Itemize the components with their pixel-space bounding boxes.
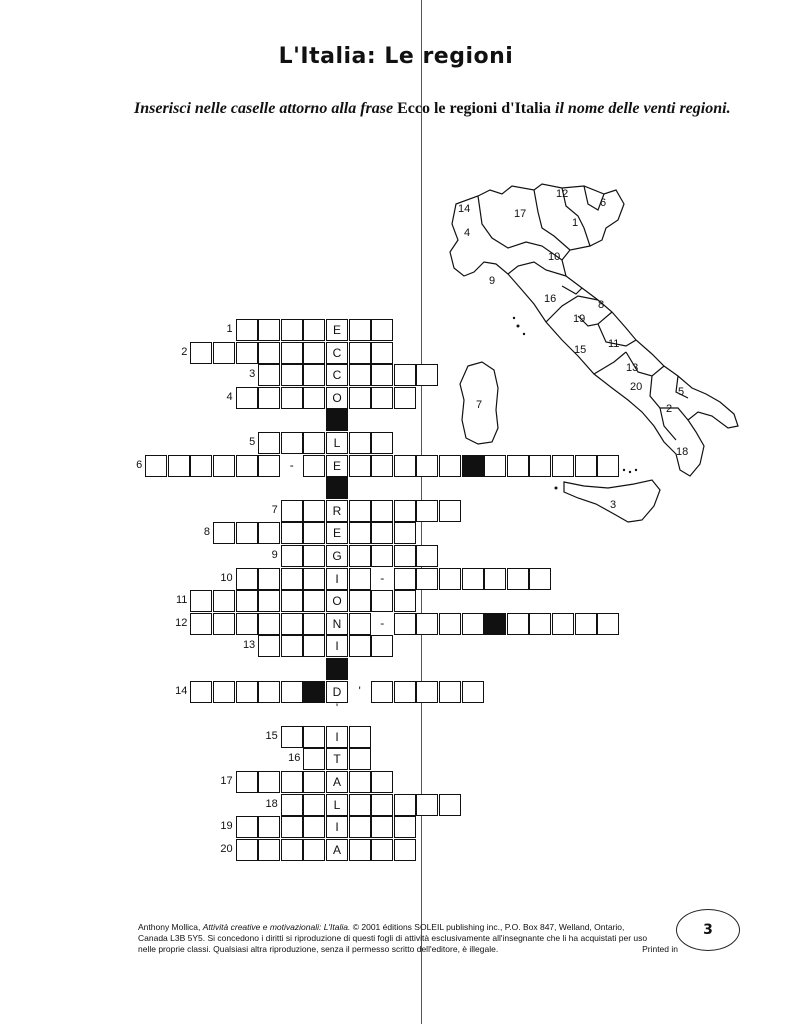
- crossword-cell[interactable]: [303, 794, 325, 816]
- crossword-cell[interactable]: [371, 522, 393, 544]
- crossword-cell[interactable]: [416, 568, 438, 590]
- crossword-cell[interactable]: [303, 568, 325, 590]
- crossword-cell[interactable]: [303, 613, 325, 635]
- crossword-spine-cell: T: [326, 748, 348, 770]
- crossword-clue-number: 7: [271, 503, 278, 516]
- crossword-cell[interactable]: [349, 319, 371, 341]
- crossword-cell[interactable]: [213, 455, 235, 477]
- crossword-cell[interactable]: [416, 613, 438, 635]
- crossword-cell[interactable]: [303, 635, 325, 657]
- crossword-spine-cell: O: [326, 590, 348, 612]
- crossword-cell[interactable]: [281, 816, 303, 838]
- crossword-cell[interactable]: [349, 342, 371, 364]
- crossword-cell[interactable]: [303, 364, 325, 386]
- crossword-cell[interactable]: [236, 522, 258, 544]
- footer-printed: Printed in: [642, 944, 678, 954]
- crossword-cell[interactable]: [462, 613, 484, 635]
- crossword-cell[interactable]: [439, 500, 461, 522]
- crossword-cell[interactable]: [236, 387, 258, 409]
- region-label-16: 16: [544, 293, 557, 305]
- footer-line3: nelle proprie classi. Qualsiasi altra riproduzione, senza il permesso scritto dell'editore, è illegale.: [138, 944, 499, 954]
- crossword-cell[interactable]: [439, 681, 461, 703]
- crossword-cell[interactable]: [484, 455, 506, 477]
- region-label-10: 10: [548, 251, 561, 263]
- crossword-cell[interactable]: [303, 522, 325, 544]
- crossword-cell[interactable]: [281, 726, 303, 748]
- crossword-spine-cell: O: [326, 387, 348, 409]
- crossword-cell[interactable]: [213, 590, 235, 612]
- crossword-spine-cell: G: [326, 545, 348, 567]
- crossword-cell[interactable]: [303, 590, 325, 612]
- crossword-cell[interactable]: [190, 613, 212, 635]
- crossword-cell[interactable]: [258, 455, 280, 477]
- crossword-cell[interactable]: [281, 839, 303, 861]
- crossword-cell[interactable]: [281, 613, 303, 635]
- instructions-part1: Inserisci nelle caselle attorno alla frase: [134, 100, 394, 117]
- region-label-11: 11: [608, 338, 620, 350]
- crossword-cell[interactable]: [394, 816, 416, 838]
- page-title: L'Italia: Le regioni: [278, 44, 514, 69]
- crossword-cell[interactable]: [281, 635, 303, 657]
- crossword-cell[interactable]: [303, 771, 325, 793]
- crossword-cell[interactable]: [349, 726, 371, 748]
- region-label-4: 4: [464, 227, 471, 239]
- crossword-cell[interactable]: [213, 613, 235, 635]
- crossword-cell[interactable]: [439, 794, 461, 816]
- crossword-clue-number: 15: [265, 729, 278, 742]
- crossword-cell[interactable]: [349, 748, 371, 770]
- crossword-cell[interactable]: [258, 522, 280, 544]
- crossword-cell[interactable]: [575, 613, 597, 635]
- crossword-cell[interactable]: [303, 455, 325, 477]
- crossword-clue-number: 11: [175, 594, 188, 607]
- region-label-9: 9: [489, 275, 496, 287]
- crossword-cell[interactable]: [258, 613, 280, 635]
- crossword-cell[interactable]: [416, 500, 438, 522]
- crossword-cell[interactable]: [416, 794, 438, 816]
- crossword-cell[interactable]: [371, 590, 393, 612]
- crossword-cell[interactable]: [281, 319, 303, 341]
- crossword-cell[interactable]: [416, 681, 438, 703]
- region-label-5: 5: [678, 386, 685, 398]
- region-label-8: 8: [598, 299, 605, 311]
- crossword-cell[interactable]: [281, 771, 303, 793]
- crossword-cell[interactable]: [462, 568, 484, 590]
- footer-line2: Canada L3B 5Y5. Si concedono i diritti si riproduzione di questi fogli di attività esclusivamente all'insegnante che li ha acquistati per uso: [138, 933, 648, 943]
- crossword-cell[interactable]: [303, 387, 325, 409]
- crossword-cell[interactable]: [213, 522, 235, 544]
- crossword-clue-number: 2: [181, 345, 188, 358]
- crossword-cell[interactable]: [168, 455, 190, 477]
- crossword-cell[interactable]: [236, 590, 258, 612]
- page-number-badge: 3: [676, 909, 740, 951]
- crossword-cell[interactable]: [349, 771, 371, 793]
- region-label-1: 1: [572, 217, 579, 229]
- crossword-cell[interactable]: [258, 342, 280, 364]
- crossword-spine-cell: A: [326, 771, 348, 793]
- crossword-cell[interactable]: [371, 545, 393, 567]
- crossword-cell[interactable]: [349, 364, 371, 386]
- crossword-cell[interactable]: [303, 816, 325, 838]
- crossword-clue-number: 12: [175, 616, 188, 629]
- region-label-20: 20: [630, 381, 643, 393]
- crossword-cell[interactable]: [439, 568, 461, 590]
- crossword-cell[interactable]: [394, 500, 416, 522]
- crossword-cell[interactable]: [349, 613, 371, 635]
- crossword-spine-cell: C: [326, 364, 348, 386]
- crossword-cell[interactable]: [462, 681, 484, 703]
- crossword-cell[interactable]: [190, 590, 212, 612]
- crossword-cell[interactable]: [281, 364, 303, 386]
- crossword-clue-number: 4: [226, 390, 233, 403]
- crossword-cell[interactable]: [258, 432, 280, 454]
- crossword-spine-cell: I: [326, 726, 348, 748]
- crossword-cell[interactable]: [371, 387, 393, 409]
- crossword-cell[interactable]: [281, 500, 303, 522]
- crossword-separator: ': [335, 701, 339, 716]
- crossword-clue-number: 19: [220, 820, 233, 833]
- crossword-cell[interactable]: [145, 455, 167, 477]
- crossword-spine-cell: E: [326, 455, 348, 477]
- region-label-14: 14: [458, 203, 471, 215]
- crossword-cell[interactable]: [349, 500, 371, 522]
- crossword-cell[interactable]: [371, 500, 393, 522]
- crossword-spine-cell: C: [326, 342, 348, 364]
- crossword-clue-number: 9: [271, 549, 278, 561]
- crossword-cell[interactable]: [281, 432, 303, 454]
- crossword-cell[interactable]: [529, 568, 551, 590]
- crossword-spine-cell: L: [326, 432, 348, 454]
- crossword-cell[interactable]: [394, 590, 416, 612]
- crossword-cell[interactable]: [394, 387, 416, 409]
- crossword-cell[interactable]: [394, 545, 416, 567]
- instructions-phrase: Ecco le regioni d'Italia: [397, 100, 552, 117]
- crossword-cell[interactable]: [371, 794, 393, 816]
- crossword-separator: -: [289, 457, 294, 472]
- crossword-cell[interactable]: [303, 319, 325, 341]
- crossword-spine-cell: A: [326, 839, 348, 861]
- region-label-2: 2: [666, 403, 673, 415]
- crossword-cell[interactable]: [349, 816, 371, 838]
- crossword-cell[interactable]: [258, 387, 280, 409]
- crossword-cell[interactable]: [303, 500, 325, 522]
- crossword-cell[interactable]: [258, 364, 280, 386]
- crossword-cell[interactable]: [552, 455, 574, 477]
- crossword-cell[interactable]: [371, 432, 393, 454]
- crossword-black-cell: [326, 409, 348, 431]
- crossword-cell[interactable]: [281, 342, 303, 364]
- crossword-cell[interactable]: [236, 568, 258, 590]
- crossword-cell[interactable]: [416, 545, 438, 567]
- crossword-separator: -: [380, 615, 385, 630]
- crossword-cell[interactable]: [281, 387, 303, 409]
- instructions-part2: il nome delle venti regioni.: [555, 100, 731, 117]
- crossword-cell[interactable]: [236, 839, 258, 861]
- crossword-cell[interactable]: [394, 364, 416, 386]
- crossword-cell[interactable]: [258, 635, 280, 657]
- crossword-spine-cell: I: [326, 568, 348, 590]
- region-label-3: 3: [610, 499, 617, 511]
- footer-publisher: © 2001 éditions SOLEIL publishing inc., P.O. Box 847, Welland, Ontario,: [352, 922, 625, 932]
- crossword-black-cell: [303, 681, 325, 703]
- region-label-15: 15: [574, 344, 587, 356]
- crossword-cell[interactable]: [349, 522, 371, 544]
- crossword-cell[interactable]: [258, 319, 280, 341]
- crossword-cell[interactable]: [258, 590, 280, 612]
- crossword-cell[interactable]: [349, 839, 371, 861]
- crossword-cell[interactable]: [371, 635, 393, 657]
- crossword-cell[interactable]: [303, 748, 325, 770]
- crossword-spine-cell: N: [326, 613, 348, 635]
- crossword-cell[interactable]: [281, 681, 303, 703]
- crossword-cell[interactable]: [371, 342, 393, 364]
- crossword-clue-number: 18: [265, 797, 278, 810]
- crossword-cell[interactable]: [349, 387, 371, 409]
- crossword-cell[interactable]: [258, 816, 280, 838]
- crossword-cell[interactable]: [416, 455, 438, 477]
- crossword-clue-number: 14: [175, 684, 188, 697]
- crossword-cell[interactable]: [190, 342, 212, 364]
- crossword-cell[interactable]: [236, 681, 258, 703]
- crossword-cell[interactable]: [190, 681, 212, 703]
- crossword-clue-number: 6: [136, 458, 143, 471]
- crossword-spine-cell: E: [326, 522, 348, 544]
- crossword-cell[interactable]: [371, 364, 393, 386]
- crossword-cell[interactable]: [281, 794, 303, 816]
- crossword-cell[interactable]: [281, 568, 303, 590]
- crossword-cell[interactable]: [439, 613, 461, 635]
- crossword-spine-cell: R: [326, 500, 348, 522]
- crossword-cell[interactable]: [394, 613, 416, 635]
- crossword-spine-cell: E: [326, 319, 348, 341]
- crossword-cell[interactable]: [236, 613, 258, 635]
- region-label-19: 19: [573, 313, 586, 325]
- crossword-cell[interactable]: [213, 681, 235, 703]
- crossword-clue-number: 17: [220, 775, 233, 787]
- crossword-cell[interactable]: [236, 771, 258, 793]
- crossword-cell[interactable]: [394, 839, 416, 861]
- crossword-cell[interactable]: [597, 455, 619, 477]
- crossword-cell[interactable]: [575, 455, 597, 477]
- crossword-cell[interactable]: [371, 771, 393, 793]
- crossword-cell[interactable]: [349, 455, 371, 477]
- crossword-cell[interactable]: [303, 545, 325, 567]
- crossword-cell[interactable]: [439, 455, 461, 477]
- region-label-18: 18: [676, 446, 689, 458]
- crossword-clue-number: 1: [226, 323, 233, 335]
- crossword-cell[interactable]: [349, 545, 371, 567]
- crossword-cell[interactable]: [349, 590, 371, 612]
- region-label-7: 7: [476, 399, 483, 411]
- crossword-cell[interactable]: [484, 568, 506, 590]
- crossword-cell[interactable]: [281, 545, 303, 567]
- crossword-clue-number: 3: [249, 368, 256, 381]
- crossword-cell[interactable]: [349, 432, 371, 454]
- crossword-cell[interactable]: [552, 613, 574, 635]
- crossword-cell[interactable]: [258, 681, 280, 703]
- crossword-cell[interactable]: [507, 568, 529, 590]
- crossword-cell[interactable]: [258, 771, 280, 793]
- footer-copyright: [138, 922, 678, 955]
- crossword-clue-number: 13: [242, 639, 256, 652]
- crossword-spine-cell: I: [326, 635, 348, 657]
- crossword-cell[interactable]: [507, 613, 529, 635]
- crossword-spine-cell: D: [326, 681, 348, 703]
- crossword-cell[interactable]: [258, 568, 280, 590]
- crossword-cell[interactable]: [371, 839, 393, 861]
- crossword-clue-number: 5: [249, 436, 256, 448]
- crossword-cell[interactable]: [371, 681, 393, 703]
- crossword-cell[interactable]: [190, 455, 212, 477]
- crossword-separator: ': [358, 683, 361, 698]
- crossword-cell[interactable]: [507, 455, 529, 477]
- crossword-cell[interactable]: [529, 455, 551, 477]
- crossword-cell[interactable]: [349, 568, 371, 590]
- crossword-cell[interactable]: [213, 342, 235, 364]
- crossword-cell[interactable]: [371, 319, 393, 341]
- crossword-cell[interactable]: [236, 816, 258, 838]
- crossword-cell[interactable]: [394, 794, 416, 816]
- crossword-cell[interactable]: [303, 432, 325, 454]
- crossword-cell[interactable]: [281, 522, 303, 544]
- crossword-cell[interactable]: [303, 839, 325, 861]
- crossword-black-cell: [326, 658, 348, 680]
- crossword-cell[interactable]: [394, 455, 416, 477]
- crossword-cell[interactable]: [371, 455, 393, 477]
- crossword-cell[interactable]: [303, 726, 325, 748]
- crossword-black-cell: [484, 613, 506, 635]
- crossword-cell[interactable]: [394, 568, 416, 590]
- crossword-spine-cell: I: [326, 816, 348, 838]
- crossword-spine-cell: L: [326, 794, 348, 816]
- crossword-cell[interactable]: [236, 342, 258, 364]
- crossword-clue-number: 20: [220, 842, 233, 855]
- footer-author: Anthony Mollica,: [138, 922, 201, 932]
- crossword-cell[interactable]: [349, 794, 371, 816]
- crossword-cell[interactable]: [416, 364, 438, 386]
- region-label-17: 17: [514, 208, 527, 220]
- crossword-cell[interactable]: [258, 839, 280, 861]
- crossword-clue-number: 16: [288, 752, 301, 765]
- crossword-cell[interactable]: [236, 319, 258, 341]
- crossword-clue-number: 8: [203, 526, 210, 539]
- crossword-black-cell: [462, 455, 484, 477]
- crossword-separator: -: [380, 570, 385, 585]
- crossword-cell[interactable]: [529, 613, 551, 635]
- crossword-clue-number: 10: [220, 571, 233, 584]
- crossword-cell[interactable]: [394, 681, 416, 703]
- crossword-cell[interactable]: [394, 522, 416, 544]
- crossword-black-cell: [326, 477, 348, 499]
- crossword-cell[interactable]: [371, 816, 393, 838]
- crossword-cell[interactable]: [597, 613, 619, 635]
- crossword-cell[interactable]: [303, 342, 325, 364]
- crossword-cell[interactable]: [349, 635, 371, 657]
- crossword-cell[interactable]: [236, 455, 258, 477]
- region-label-13: 13: [626, 362, 639, 374]
- crossword-cell[interactable]: [281, 590, 303, 612]
- region-label-12: 12: [556, 188, 569, 200]
- footer-book: Attività creative e motivazionali: L'Italia.: [202, 922, 351, 932]
- region-label-6: 6: [600, 197, 607, 209]
